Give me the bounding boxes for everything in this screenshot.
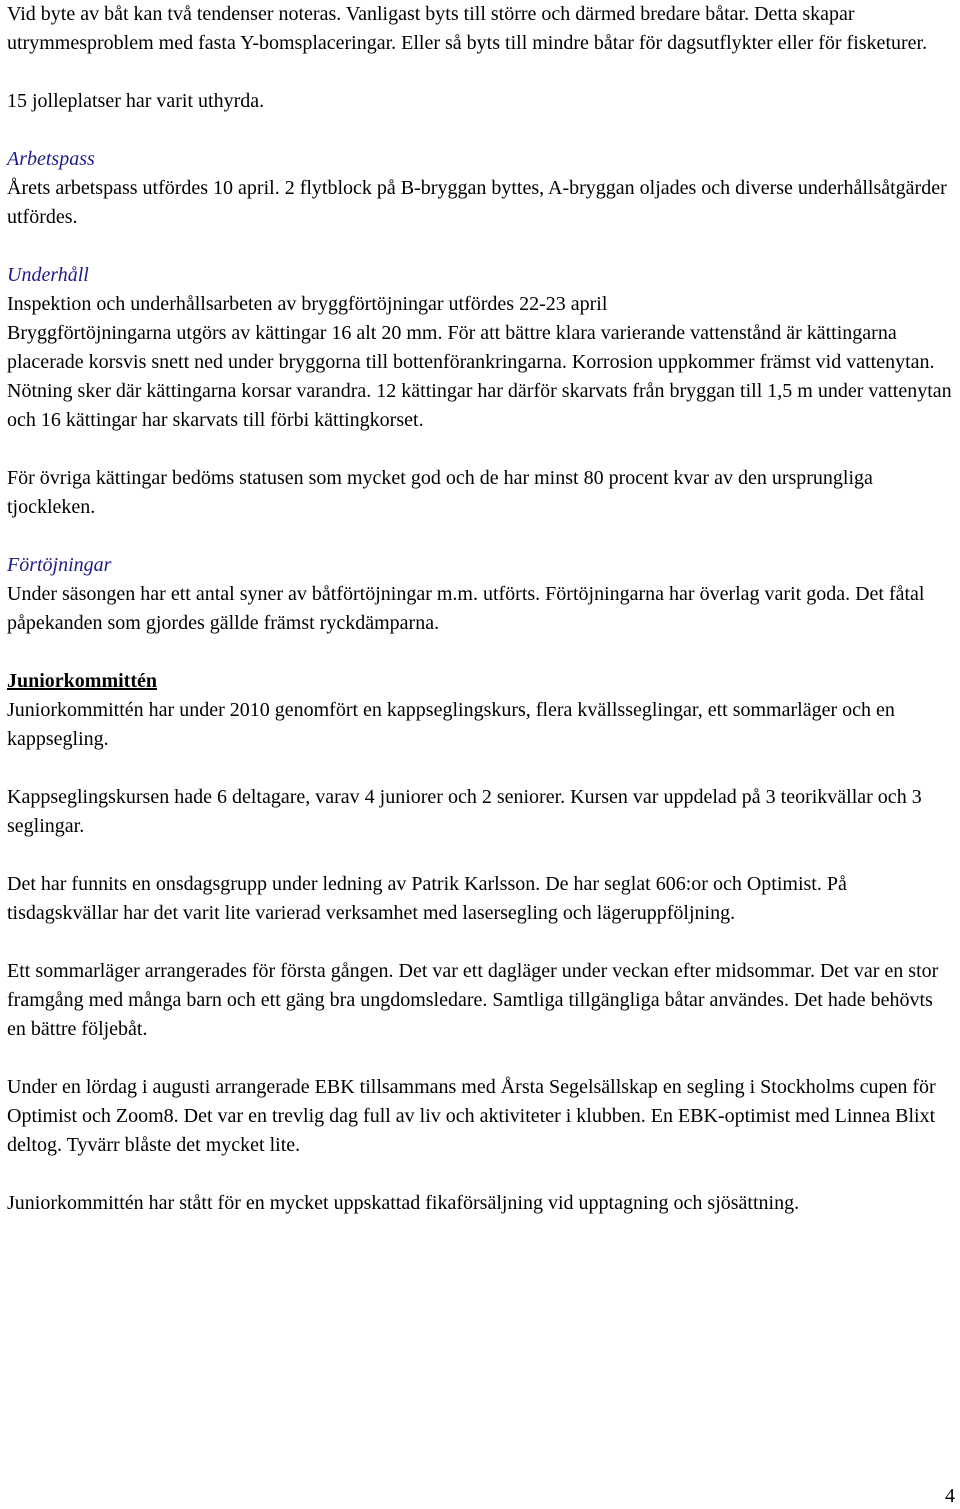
paragraph-underhall-inspection: Inspektion och underhållsarbeten av bryggförtöjningar utfördes 22-23 april	[7, 293, 608, 315]
paragraph-junior-groups: Det har funnits en onsdagsgrupp under ledning av Patrik Karlsson. De har seglat 606:or och Optimist. På tisdagskvällar har det varit lite varierad verksamhet med lasersegling och lägeruppföljning.	[7, 873, 847, 924]
spacer	[7, 754, 955, 783]
paragraph-underhall-chains: Bryggförtöjningarna utgörs av kättingar 16 alt 20 mm. För att bättre klara varierande vattenstånd är kättingarna placerade korsvis snett ned under bryggorna till bottenförankringarna. Korrosion uppkommer främst vid vattenytan. Nötning sker där kättingarna korsar varandra. 12 kättingar har därför skarvats från bryggan till 1,5 m under vattenytan och 16 kättingar har skarvats till förbi kättingkorset.	[7, 322, 952, 431]
spacer	[7, 841, 955, 870]
paragraph-junior-race: Under en lördag i augusti arrangerade EBK tillsammans med Årsta Segelsällskap en segling i Stockholms cupen för Optimist och Zoom8. Det var en trevlig dag full av liv och aktiviteter i klubben. En EBK-optimist med Linnea Blixt deltog. Tyvärr blåste det mycket lite.	[7, 1076, 936, 1156]
subheading-arbetspass: Arbetspass	[7, 148, 95, 170]
paragraph-dinghy-slots: 15 jolleplatser har varit uthyrda.	[7, 90, 265, 112]
paragraph-arbetspass: Årets arbetspass utfördes 10 april. 2 flytblock på B-bryggan byttes, A-bryggan oljades och diverse underhållsåtgärder utfördes.	[7, 177, 947, 228]
spacer	[7, 1044, 955, 1073]
subheading-underhall: Underhåll	[7, 264, 89, 286]
spacer	[7, 232, 955, 261]
paragraph-underhall-status: För övriga kättingar bedöms statusen som mycket god och de har minst 80 procent kvar av den ursprungliga tjockleken.	[7, 467, 873, 518]
page-number: 4	[945, 1485, 955, 1507]
subheading-fortojningar: Förtöjningar	[7, 554, 112, 576]
spacer	[7, 58, 955, 87]
spacer	[7, 1160, 955, 1189]
section-heading-juniorkommitten: Juniorkommittén	[7, 670, 157, 692]
paragraph-junior-cafe: Juniorkommittén har stått för en mycket uppskattad fikaförsäljning vid upptagning och sjösättning.	[7, 1192, 800, 1214]
paragraph-junior-summary: Juniorkommittén har under 2010 genomfört en kappseglingskurs, flera kvällsseglingar, ett sommarläger och en kappsegling.	[7, 699, 895, 750]
paragraph-junior-camp: Ett sommarläger arrangerades för första gången. Det var ett dagläger under veckan efter midsommar. Det var en stor framgång med många barn och ett gäng bra ungdomsledare. Samtliga tillgängliga båtar användes. Det hade behövts en bättre följebåt.	[7, 960, 939, 1040]
paragraph-boat-trends: Vid byte av båt kan två tendenser noteras. Vanligast byts till större och därmed bredare båtar. Detta skapar utrymmesproblem med fasta Y-bomsplaceringar. Eller så byts till mindre båtar för dagsutflykter eller för fisketurer.	[7, 3, 928, 54]
spacer	[7, 928, 955, 957]
spacer	[7, 435, 955, 464]
document-page	[7, 0, 955, 1218]
paragraph-junior-course: Kappseglingskursen hade 6 deltagare, varav 4 juniorer och 2 seniorer. Kursen var uppdelad på 3 teorikvällar och 3 seglingar.	[7, 786, 922, 837]
spacer	[7, 522, 955, 551]
spacer	[7, 638, 955, 667]
paragraph-fortojningar: Under säsongen har ett antal syner av båtförtöjningar m.m. utförts. Förtöjningarna har överlag varit goda. Det fåtal påpekanden som gjordes gällde främst ryckdämparna.	[7, 583, 925, 634]
spacer	[7, 116, 955, 145]
